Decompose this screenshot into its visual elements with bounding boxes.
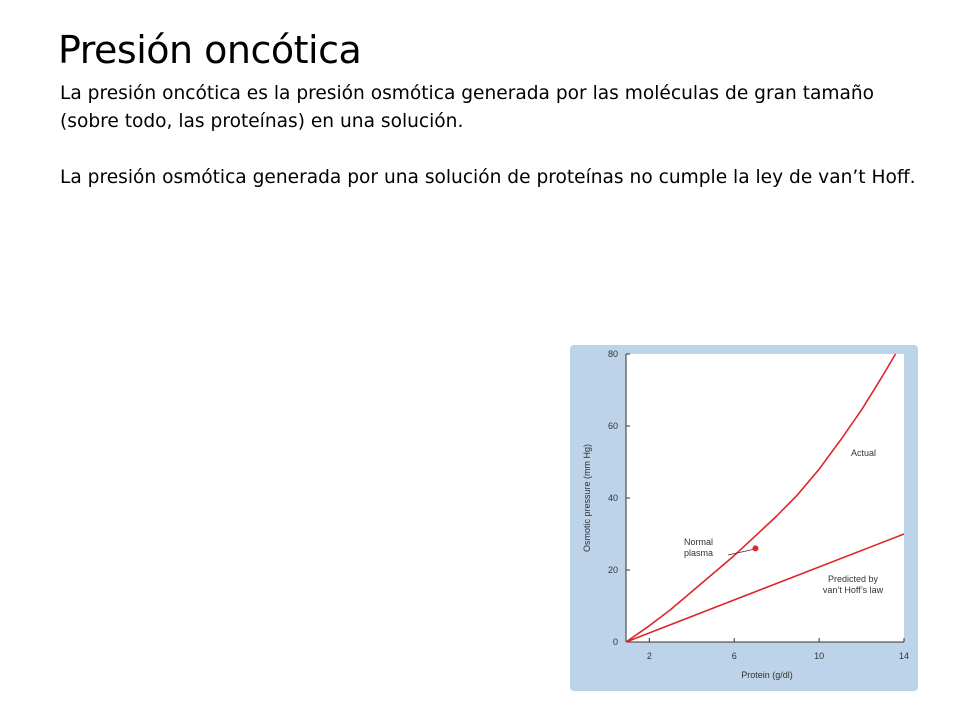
actual-label: Actual xyxy=(851,448,877,458)
x-tick-label: 2 xyxy=(646,651,652,661)
paragraph-vant-hoff: La presión osmótica generada por una solución de proteínas no cumple la ley de van’t Hoff. xyxy=(60,167,916,188)
normal-plasma-label: Normal plasma xyxy=(684,537,714,558)
x-tick-label: 6 xyxy=(731,651,737,661)
slide-title: Presión oncótica xyxy=(58,28,362,72)
y-tick-label: 20 xyxy=(607,565,618,575)
chart-svg xyxy=(570,345,918,691)
plot-area xyxy=(626,354,904,642)
x-tick-label: 14 xyxy=(898,651,910,661)
predicted-label: Predicted by van’t Hoff’s law xyxy=(822,574,884,595)
slide-body xyxy=(60,80,920,192)
x-tick-label: 10 xyxy=(814,651,825,661)
x-axis-label: Protein (g/dl) xyxy=(741,670,793,680)
normal-plasma-marker xyxy=(752,545,758,551)
osmotic-pressure-chart xyxy=(570,345,918,691)
y-tick-label: 80 xyxy=(607,349,618,359)
paragraph-definition: La presión oncótica es la presión osmótica generada por las moléculas de gran tamaño (sobre todo, las proteínas) en una solución. xyxy=(60,83,875,132)
y-tick-label: 0 xyxy=(612,637,618,647)
y-tick-label: 60 xyxy=(607,421,618,431)
y-axis-label: Osmotic pressure (mm Hg) xyxy=(582,443,592,553)
y-tick-label: 40 xyxy=(607,493,618,503)
